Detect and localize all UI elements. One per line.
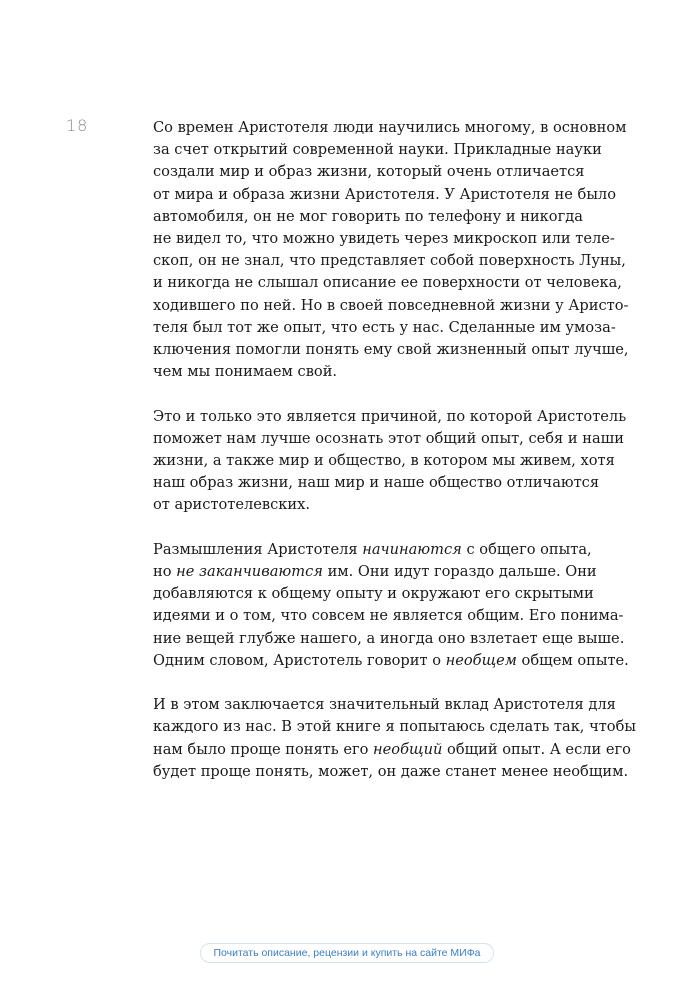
text-line bbox=[153, 161, 623, 183]
text-line bbox=[153, 139, 623, 161]
text-line bbox=[153, 317, 623, 339]
text-run: создали мир и образ жизни, который очень отличается bbox=[153, 163, 585, 181]
text-run: Со времен Аристотеля люди научились многому, в основном bbox=[153, 119, 627, 136]
paragraph-gap bbox=[153, 517, 623, 539]
paragraph bbox=[153, 694, 636, 783]
paragraph bbox=[153, 406, 627, 517]
text-run: поможет нам лучше осознать этот общий опыт, себя и наши bbox=[153, 429, 624, 447]
italic-text: начинаются bbox=[362, 540, 462, 558]
text-line bbox=[153, 272, 623, 294]
text-run: общий опыт. А если его bbox=[442, 740, 631, 758]
text-run: будет проще понять, может, он даже станет менее необщим. bbox=[153, 762, 629, 780]
text-run: за счет открытий современной науки. Прикладные науки bbox=[153, 141, 602, 159]
text-run: не видел то, что можно увидеть через микроскоп или теле- bbox=[153, 230, 615, 248]
paragraph-gap bbox=[153, 672, 623, 694]
text-line bbox=[153, 650, 629, 672]
text-run: им. Они идут гораздо дальше. Они bbox=[322, 563, 597, 581]
text-line bbox=[153, 295, 629, 317]
text-run: ние вещей глубже нашего, а иногда оно взлетает еще выше. bbox=[153, 629, 625, 647]
text-line bbox=[153, 539, 623, 561]
text-line bbox=[153, 739, 631, 761]
text-line bbox=[153, 694, 623, 716]
text-line bbox=[153, 472, 623, 494]
text-run: с общего опыта, bbox=[461, 540, 592, 558]
buy-on-mif-link[interactable]: Почитать описание, рецензии и купить на сайте МИФа bbox=[200, 943, 494, 963]
text-line bbox=[153, 628, 623, 650]
text-line bbox=[153, 494, 623, 516]
text-run: идеями и о том, что совсем не является общим. Его понима- bbox=[153, 607, 624, 625]
text-line bbox=[153, 428, 623, 450]
paragraph bbox=[153, 117, 629, 383]
text-line bbox=[153, 361, 623, 383]
text-line bbox=[153, 761, 629, 783]
text-run: нам было проще понять его bbox=[153, 740, 374, 758]
text-run: ходившего по ней. Но в своей повседневной жизни у Аристо- bbox=[153, 296, 629, 314]
text-run: ключения помогли понять ему свой жизненный опыт лучше, bbox=[153, 341, 629, 359]
text-run: автомобиля, он не мог говорить по телефону и никогда bbox=[153, 207, 583, 225]
text-line bbox=[153, 406, 627, 428]
text-line bbox=[153, 228, 623, 250]
text-run: чем мы понимаем свой. bbox=[153, 363, 338, 381]
text-run: И в этом заключается значительный вклад Аристотеля для bbox=[153, 696, 616, 714]
text-line bbox=[153, 206, 623, 228]
page-number: 18 bbox=[66, 116, 89, 135]
text-line bbox=[153, 450, 623, 472]
text-run: Размышления Аристотеля bbox=[153, 540, 363, 558]
text-run: общем опыте. bbox=[516, 651, 629, 669]
italic-text: необщий bbox=[373, 740, 443, 758]
text-run: наш образ жизни, наш мир и наше общество отличаются bbox=[153, 474, 600, 492]
text-run: добавляются к общему опыту и окружают его скрытыми bbox=[153, 585, 594, 603]
italic-text: не заканчиваются bbox=[176, 563, 323, 581]
text-line bbox=[153, 117, 627, 139]
body-text bbox=[153, 117, 636, 783]
text-line bbox=[153, 250, 626, 272]
text-run: теля был тот же опыт, что есть у нас. Сделанные им умоза- bbox=[153, 318, 616, 336]
text-run: и никогда не слышал описание ее поверхности от человека, bbox=[153, 274, 622, 292]
text-line bbox=[153, 716, 636, 738]
text-run: скоп, он не знал, что представляет собой поверхность Луны, bbox=[153, 252, 626, 270]
text-line bbox=[153, 583, 623, 605]
paragraph-gap bbox=[153, 383, 623, 405]
italic-text: необщем bbox=[445, 651, 517, 669]
text-run: от мира и образа жизни Аристотеля. У Аристотеля не было bbox=[153, 185, 616, 203]
text-line bbox=[153, 561, 623, 583]
paragraph bbox=[153, 539, 629, 672]
text-run: Это и только это является причиной, по которой Аристотель bbox=[153, 407, 627, 425]
text-run: жизни, а также мир и общество, в котором мы живем, хотя bbox=[153, 452, 615, 470]
text-run: Одним словом, Аристотель говорит о bbox=[153, 651, 446, 669]
text-run: каждого из нас. В этой книге я попытаюсь сделать так, чтобы bbox=[153, 718, 636, 736]
text-line bbox=[153, 339, 629, 361]
text-run: но bbox=[153, 563, 177, 581]
text-run: от аристотелевских. bbox=[153, 496, 311, 514]
text-line bbox=[153, 184, 623, 206]
text-line bbox=[153, 605, 623, 627]
